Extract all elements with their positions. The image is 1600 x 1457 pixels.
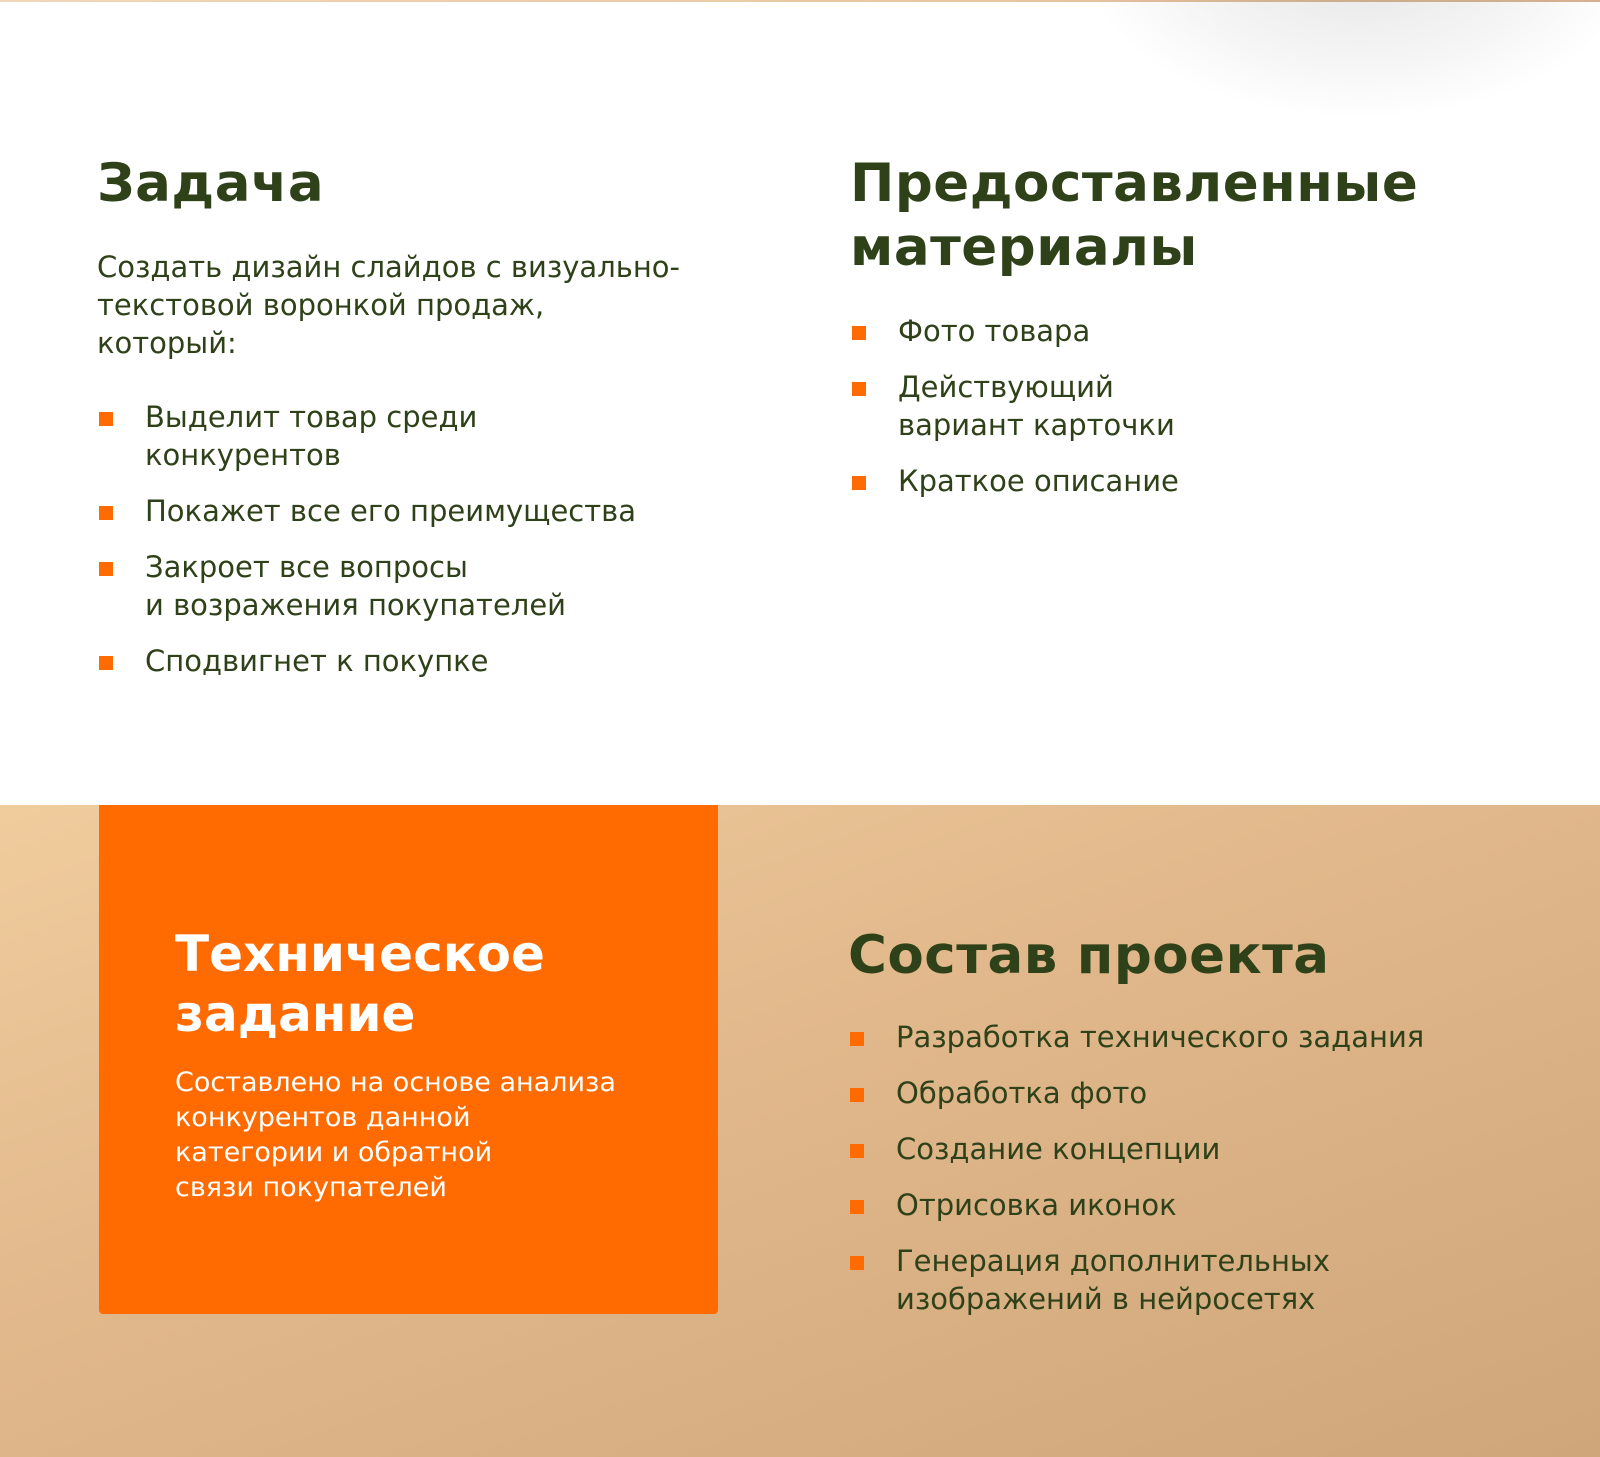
project-list-item (848, 1018, 1568, 1056)
task-heading (97, 152, 324, 216)
task-intro-line: Создать дизайн слайдов с визуально- (97, 250, 681, 284)
spec-description-line: Составлено на основе анализа (175, 1067, 616, 1098)
materials-item-line: вариант карточки (898, 408, 1175, 442)
task-list-item (97, 398, 797, 474)
task-list (97, 398, 797, 680)
materials-list-item (850, 462, 1550, 500)
task-intro-line: который: (97, 326, 237, 360)
project-list-item (848, 1074, 1568, 1112)
project-item-line: Разработка технического задания (896, 1020, 1425, 1054)
task-item-line: Сподвигнет к покупке (145, 644, 489, 678)
square-bullet-icon (852, 326, 866, 340)
task-list-item (97, 548, 797, 624)
task-intro (97, 248, 777, 362)
square-bullet-icon (850, 1256, 864, 1270)
square-bullet-icon (850, 1032, 864, 1046)
task-item-line: Покажет все его преимущества (145, 494, 637, 528)
task-list-item (97, 492, 797, 530)
task-heading-text: Задача (97, 153, 325, 214)
materials-item-line: Действующий (898, 370, 1114, 404)
materials-heading (850, 152, 1418, 280)
task-item-line: Закроет все вопросы (145, 550, 468, 584)
square-bullet-icon (99, 412, 113, 426)
project-heading (848, 924, 1330, 988)
materials-list-item (850, 368, 1550, 444)
project-item-line: изображений в нейросетях (896, 1282, 1316, 1316)
square-bullet-icon (852, 476, 866, 490)
spec-description-line: связи покупателей (175, 1172, 447, 1203)
decorative-shadow (1080, 0, 1600, 120)
materials-list (850, 312, 1550, 500)
square-bullet-icon (852, 382, 866, 396)
project-list-item (848, 1242, 1568, 1318)
project-list-item (848, 1130, 1568, 1168)
spec-description-line: категории и обратной (175, 1137, 493, 1168)
task-list-item (97, 642, 797, 680)
square-bullet-icon (99, 506, 113, 520)
spec-heading-line: Техническое (175, 925, 545, 983)
square-bullet-icon (99, 656, 113, 670)
project-list (848, 1018, 1568, 1318)
materials-list-item (850, 312, 1550, 350)
spec-heading (175, 924, 545, 1044)
spec-description-line: конкурентов данной (175, 1102, 471, 1133)
materials-heading-line: Предоставленные (850, 153, 1419, 214)
task-item-line: конкурентов (145, 438, 341, 472)
square-bullet-icon (850, 1144, 864, 1158)
square-bullet-icon (850, 1088, 864, 1102)
square-bullet-icon (850, 1200, 864, 1214)
project-item-line: Отрисовка иконок (896, 1188, 1177, 1222)
spec-description (175, 1065, 695, 1205)
materials-item-line: Фото товара (898, 314, 1091, 348)
materials-heading-line: материалы (850, 217, 1198, 278)
project-item-line: Обработка фото (896, 1076, 1148, 1110)
task-intro-line: текстовой воронкой продаж, (97, 288, 545, 322)
square-bullet-icon (99, 562, 113, 576)
project-list-item (848, 1186, 1568, 1224)
task-item-line: Выделит товар среди (145, 400, 478, 434)
project-item-line: Генерация дополнительных (896, 1244, 1330, 1278)
project-item-line: Создание концепции (896, 1132, 1221, 1166)
materials-item-line: Краткое описание (898, 464, 1179, 498)
project-heading-text: Состав проекта (848, 925, 1330, 986)
task-item-line: и возражения покупателей (145, 588, 567, 622)
spec-heading-line: задание (175, 985, 416, 1043)
spec-card (99, 805, 718, 1314)
